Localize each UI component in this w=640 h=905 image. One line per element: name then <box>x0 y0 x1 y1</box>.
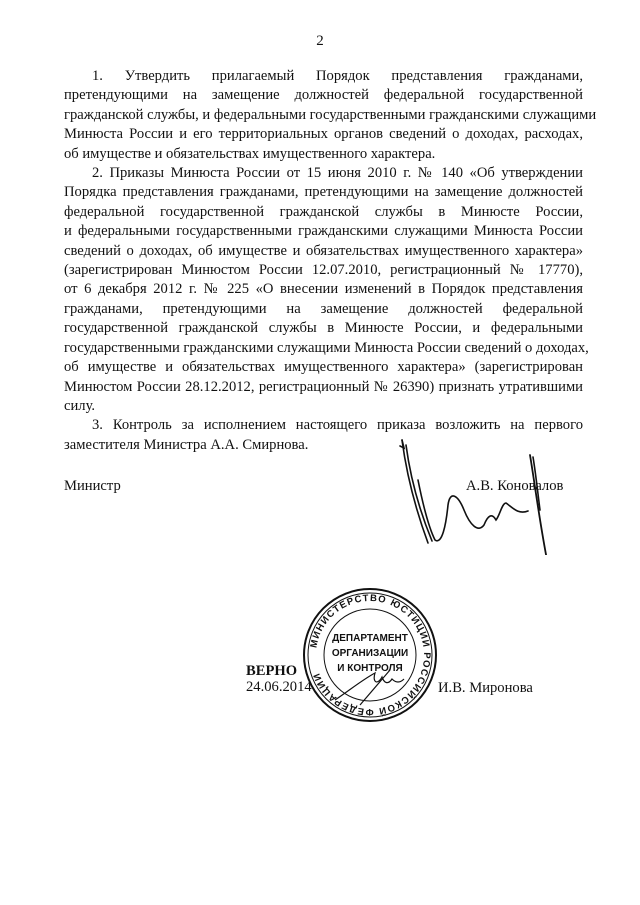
document-body <box>64 67 597 455</box>
minister-title: Министр <box>64 478 121 494</box>
text-line: (зарегистрирован Минюстом России 12.07.2010, регистрационный № 17770), <box>64 262 583 279</box>
text-line: 2. Приказы Минюста России от 15 июня 2010 г. № 140 «Об утверждении <box>92 165 583 182</box>
minister-name: А.В. Коновалов <box>466 478 564 494</box>
text-line: 1. Утвердить прилагаемый Порядок представления гражданами, <box>92 68 583 84</box>
text-line: претендующими на замещение должностей федеральной государственной <box>64 87 583 104</box>
certification-date: 24.06.2014 <box>246 679 312 695</box>
text-line: Минюстом России 28.12.2012, регистрационный № 26390) признать утратившими <box>64 378 583 395</box>
text-line: и федеральными государственными гражданскими служащими Минюста России <box>64 223 583 240</box>
text-line: 3. Контроль за исполнением настоящего приказа возложить на первого <box>92 417 583 434</box>
text-line: государственной гражданской службы в Минюсте России, и федеральными <box>64 320 583 337</box>
text-line: гражданской службы, и федеральными государственными гражданскими служащими <box>64 106 597 123</box>
official-stamp-icon <box>300 585 440 725</box>
certifier-name: И.В. Миронова <box>438 680 533 696</box>
page-number: 2 <box>316 33 324 49</box>
text-line: от 6 декабря 2012 г. № 225 «О внесении изменений в Порядок представления <box>64 281 583 298</box>
paragraph-1 <box>64 67 597 164</box>
text-line: заместителя Министра А.А. Смирнова. <box>64 436 309 453</box>
text-line: гражданами, претендующими на замещение должностей федеральной <box>64 300 583 317</box>
stamp-line-3: И КОНТРОЛЯ <box>337 663 403 674</box>
text-line: государственными гражданскими служащими Минюста России сведений о доходах, <box>64 339 589 356</box>
text-line: об имуществе и обязательствах имущественного характера» (зарегистрирован <box>64 359 583 376</box>
text-line: Минюста России и его территориальных органов сведений о доходах, расходах, <box>64 126 583 143</box>
stamp-line-1: ДЕПАРТАМЕНТ <box>332 633 408 644</box>
text-line: федеральной государственной гражданской службы в Минюсте России, <box>64 203 583 220</box>
certification-block <box>246 663 312 695</box>
stamp-outer-text: МИНИСТЕРСТВО ЮСТИЦИИ РОССИЙСКОЙ ФЕДЕРАЦИИ <box>308 592 433 718</box>
text-line: Порядка представления гражданами, претендующими на замещение должностей <box>64 184 583 201</box>
text-line: об имуществе и обязательствах имущественного характера. <box>64 145 436 162</box>
stamp-line-2: ОРГАНИЗАЦИИ <box>331 648 409 659</box>
text-line: сведений о доходах, об имуществе и обязательствах имущественного характера» <box>64 242 583 259</box>
paragraph-2 <box>64 164 589 416</box>
text-line: силу. <box>64 397 96 414</box>
certification-label: ВЕРНО <box>246 663 298 679</box>
